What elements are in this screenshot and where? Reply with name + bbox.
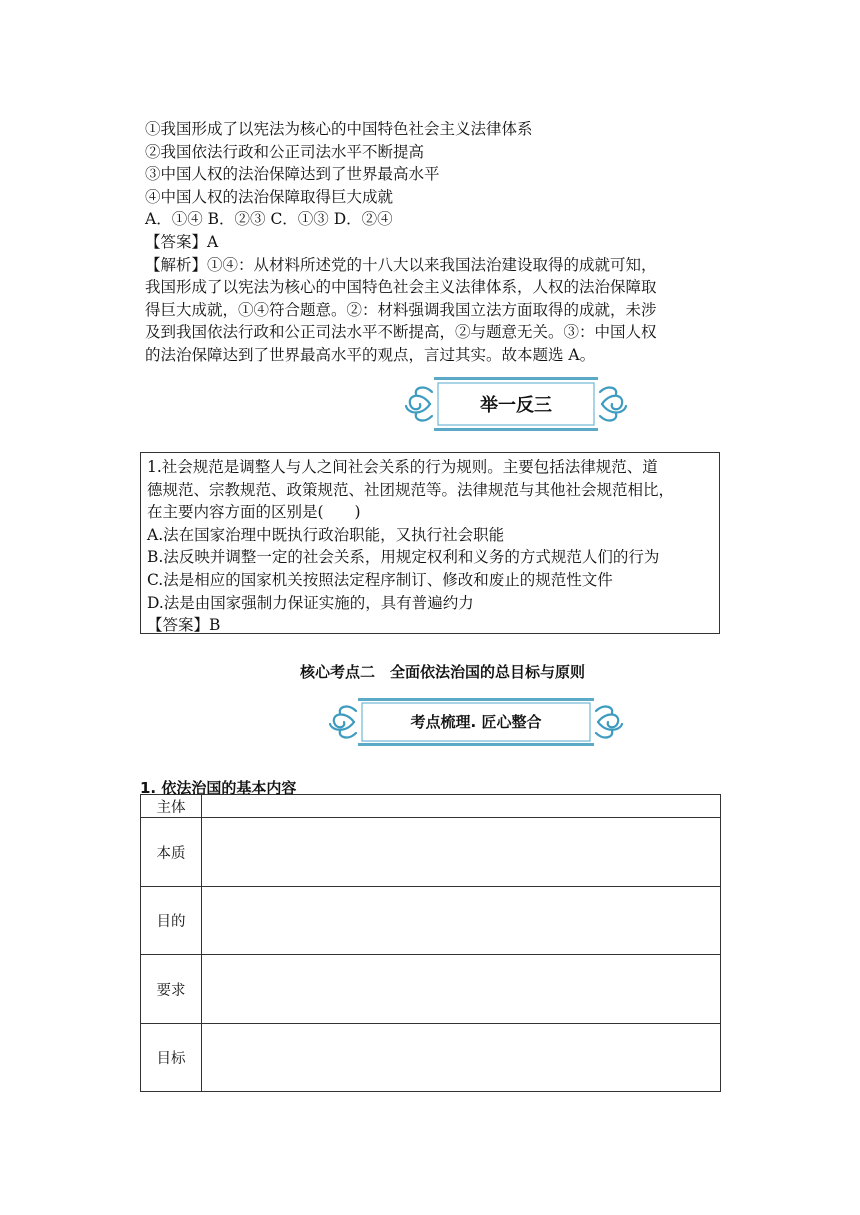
row-value-essence [202,818,721,887]
question-analysis-text [145,118,725,367]
row-value-goal [202,1024,721,1092]
option-line-4: ④中国人权的法治保障取得巨大成就 [145,187,394,206]
question-stem-line-2: 德规范、宗教规范、政策规范、社团规范等。法律规范与其他社会规范相比， [147,480,675,499]
section-heading: 核心考点二 全面依法治国的总目标与原则 [300,663,586,681]
row-value-subject [202,795,721,818]
question-stem-line-3: 在主要内容方面的区别是( ) [147,503,361,522]
table-row [141,795,721,818]
answer-line: 【答案】B [147,616,221,635]
option-line-1: ①我国形成了以宪法为核心的中国特色社会主义法律体系 [145,120,533,138]
analysis-line-2: 我国形成了以宪法为核心的中国特色社会主义法律体系，人权的法治保障取 [145,278,657,297]
analysis-line-4: 及到我国依法行政和公正司法水平不断提高，②与题意无关。③：中国人权 [145,323,657,342]
table-row [141,818,721,887]
option-line-2: ②我国依法行政和公正司法水平不断提高 [145,142,425,161]
banner-ju-yi-fan-san [400,374,632,434]
analysis-line-3: 得巨大成就，①④符合题意。②：材料强调我国立法方面取得的成就，未涉 [145,300,657,319]
analysis-line-1: 【解析】①④：从材料所述党的十八大以来我国法治建设取得的成就可知， [145,255,657,274]
table-row [141,955,721,1024]
answer-line: 【答案】A [145,232,219,251]
banner-title: 举一反三 [480,395,552,416]
choices-line: A．①④ B．②③ C．①③ D．②④ [145,210,393,229]
option-a: A.法在国家治理中既执行政治职能，又执行社会职能 [147,525,505,544]
practice-question-box [140,452,720,634]
row-value-requirement [202,955,721,1024]
question-stem-line-1: 1.社会规范是调整人与人之间社会关系的行为规则。主要包括法律规范、道 [147,458,658,476]
table-heading: 1. 依法治国的基本内容 [140,779,297,797]
banner-kao-dian-shu-li [322,695,630,749]
basic-content-table [140,794,721,1092]
banner-title: 考点梳理. 匠心整合 [410,713,542,731]
option-b: B.法反映并调整一定的社会关系，用规定权利和义务的方式规范人们的行为 [147,548,660,567]
row-label-essence: 本质 [141,818,202,887]
table-row [141,887,721,955]
option-d: D.法是由国家强制力保证实施的，具有普遍约力 [147,593,474,612]
row-label-purpose: 目的 [141,887,202,955]
option-line-3: ③中国人权的法治保障达到了世界最高水平 [145,165,440,184]
row-label-subject: 主体 [141,795,202,818]
row-label-requirement: 要求 [141,955,202,1024]
option-c: C.法是相应的国家机关按照法定程序制订、修改和废止的规范性文件 [147,570,613,589]
table-row [141,1024,721,1092]
row-value-purpose [202,887,721,955]
row-label-goal: 目标 [141,1024,202,1092]
analysis-line-5: 的法治保障达到了世界最高水平的观点，言过其实。故本题选 A。 [145,345,596,364]
